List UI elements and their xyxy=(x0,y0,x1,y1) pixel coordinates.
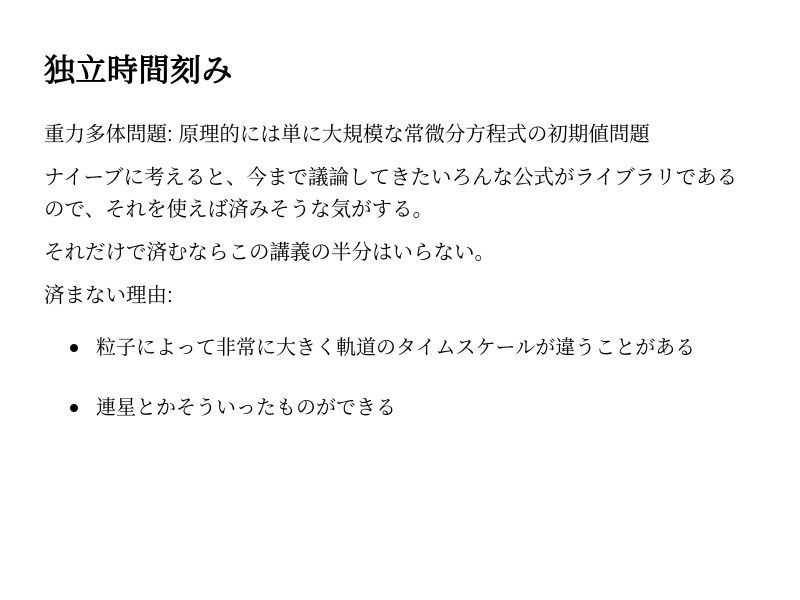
body-paragraph-1: 重力多体問題: 原理的には単に大規模な常微分方程式の初期値問題 xyxy=(44,123,650,147)
slide-body xyxy=(44,119,756,423)
body-paragraph-3: それだけで済むならこの講義の半分はいらない。 xyxy=(44,240,495,264)
list-item xyxy=(70,333,756,363)
bullet-dot-icon xyxy=(70,344,78,352)
page-title: 独立時間刻み xyxy=(44,53,233,88)
body-paragraph-2: ナイーブに考えると、今まで議論してきたいろんな公式がライブラリであるので、それを使えば済みそうな気がする。 xyxy=(44,166,738,221)
list-item-label: 粒子によって非常に大きく軌道のタイムスケールが違うことがある xyxy=(96,336,696,359)
body-paragraph-4: 済まない理由: xyxy=(44,283,173,307)
bullet-dot-icon xyxy=(70,404,78,412)
list-item xyxy=(70,393,756,423)
list-item-label: 連星とかそういったものができる xyxy=(96,396,396,419)
bullet-list xyxy=(44,333,756,423)
